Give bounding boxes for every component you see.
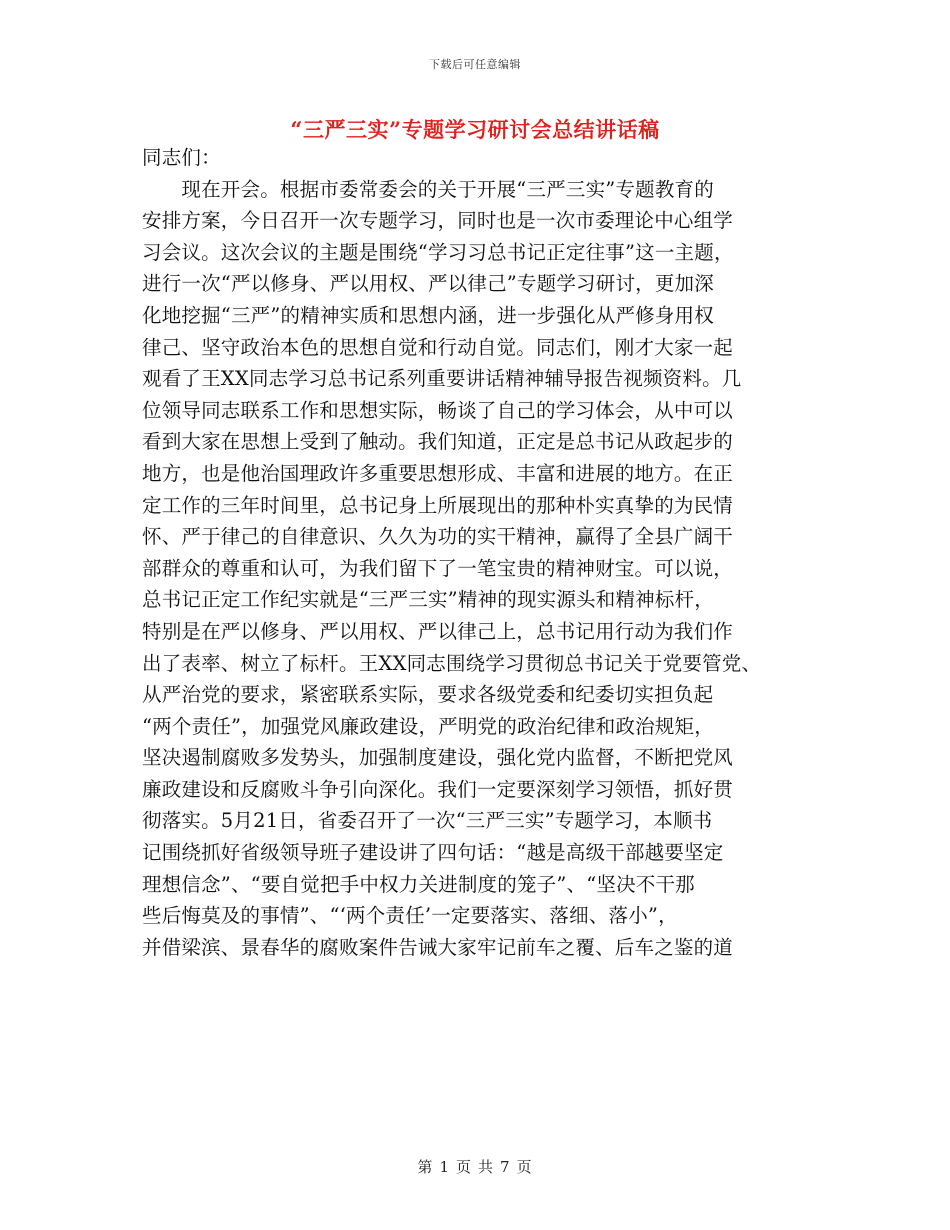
- body-line: 习会议。这次会议的主题是围绕“学习习总书记正定往事”这一主题，: [142, 240, 734, 264]
- body-line: 特别是在严以修身、严以用权、严以律己上，总书记用行动为我们作: [142, 619, 734, 643]
- body-line: 定工作的三年时间里，总书记身上所展现出的那种朴实真挚的为民情: [142, 493, 734, 517]
- body-line: 廉政建设和反腐败斗争引向深化。我们一定要深刻学习领悟，抓好贯: [142, 777, 734, 801]
- body-line: 彻落实。5月21日，省委召开了一次“三严三实”专题学习，本顺书: [142, 809, 713, 833]
- body-line: 总书记正定工作纪实就是“三严三实”精神的现实源头和精神标杆，: [142, 588, 714, 612]
- total-pages-number: 7: [500, 1158, 511, 1176]
- footer-label-ye: 页: [455, 1158, 472, 1176]
- body-line: 进行一次“严以修身、严以用权、严以律己”专题学习研讨，更加深: [142, 272, 714, 296]
- footer-label-total: 共: [478, 1158, 495, 1176]
- body-line: 怀、严于律己的自律意识、久久为功的实干精神，赢得了全县广阔干: [142, 525, 734, 549]
- body-line: 从严治党的要求，紧密联系实际，要求各级党委和纪委切实担负起: [142, 683, 714, 707]
- body-line: 位领导同志联系工作和思想实际，畅谈了自己的学习体会，从中可以: [142, 398, 734, 422]
- document-title: “三严三实”专题学习研讨会总结讲话稿: [290, 117, 660, 142]
- body-line: 并借梁滨、景春华的腐败案件告诫大家牢记前车之覆、后车之鉴的道: [142, 935, 734, 959]
- body-line: 现在开会。根据市委常委会的关于开展“三严三实”专题教育的: [142, 177, 714, 201]
- body-line: 同志们：: [142, 146, 221, 169]
- body-line: 安排方案，今日召开一次专题学习，同时也是一次市委理论中心组学: [142, 209, 734, 233]
- body-line: 观看了王XX同志学习总书记系列重要讲话精神辅导报告视频资料。几: [142, 367, 742, 391]
- body-line: 出了表率、树立了标杆。王XX同志围绕学习贯彻总书记关于党要管党、: [142, 651, 762, 675]
- current-page-number: 1: [439, 1158, 450, 1176]
- footer-label-page: 第: [417, 1158, 434, 1176]
- body-line: 看到大家在思想上受到了触动。我们知道，正定是总书记从政起步的: [142, 430, 734, 454]
- body-line: 坚决遏制腐败多发势头，加强制度建设，强化党内监督，不断把党风: [142, 746, 734, 770]
- body-line: 记围绕抓好省级领导班子建设讲了四句话：“越是高级干部越要坚定: [142, 841, 724, 865]
- body-line: 部群众的尊重和认可，为我们留下了一笔宝贵的精神财宝。可以说，: [142, 556, 734, 580]
- footer-label-ye2: 页: [516, 1158, 533, 1176]
- body-line: “两个责任”，加强党风廉政建设，严明党的政治纪律和政治规矩，: [142, 714, 714, 738]
- header-note: 下载后可任意编辑: [429, 58, 521, 71]
- body-line: 理想信念”、“要自觉把手中权力关进制度的笼子”、“坚决不干那: [142, 872, 695, 896]
- body-line: 些后悔莫及的事情”、“‘两个责任’一定要落实、落细、落小”，: [142, 904, 678, 928]
- document-body: [142, 142, 822, 963]
- body-line: 化地挖掘“三严”的精神实质和思想内涵，进一步强化从严修身用权: [142, 303, 714, 327]
- body-line: 律己、坚守政治本色的思想自觉和行动自觉。同志们，刚才大家一起: [142, 335, 734, 359]
- page-footer: [0, 1156, 950, 1177]
- body-line: 地方，也是他治国理政许多重要思想形成、丰富和进展的地方。在正: [142, 461, 734, 485]
